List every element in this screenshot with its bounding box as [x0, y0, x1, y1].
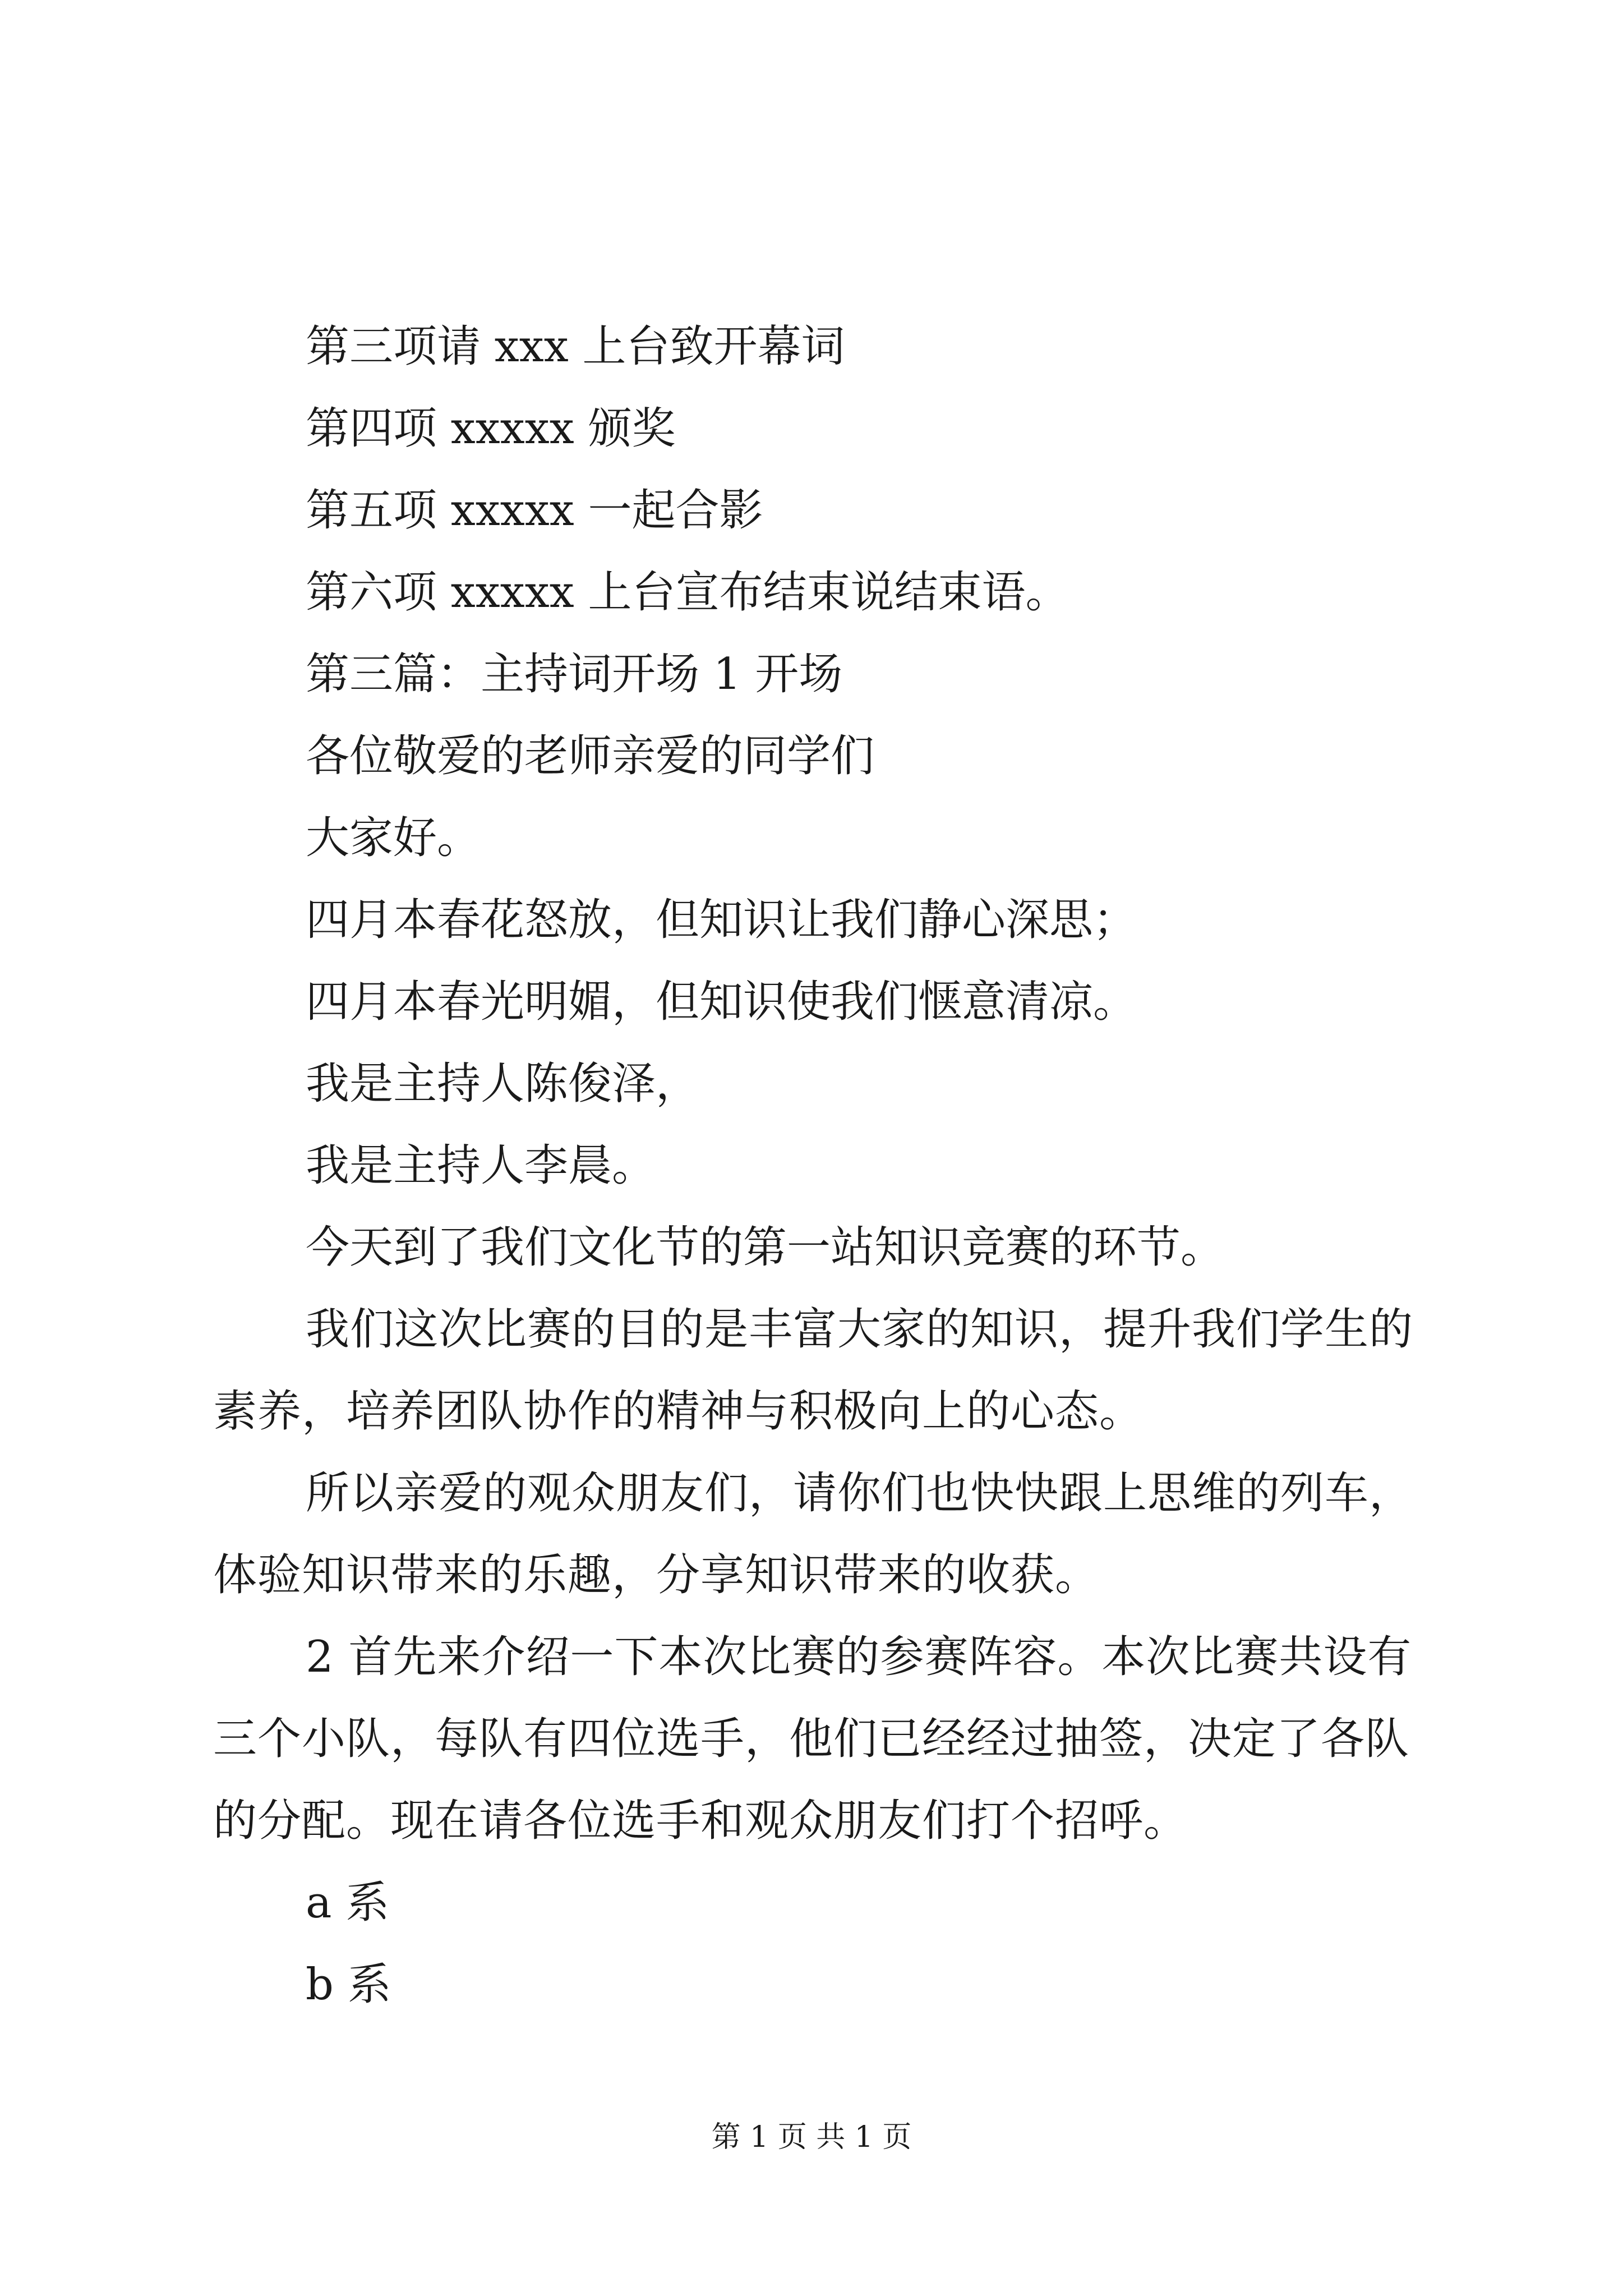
- body-line: 今天到了我们文化节的第一站知识竞赛的环节。: [306, 1222, 1225, 1273]
- agenda-item-6: 第六项 xxxxx 上台宣布结束说结束语。: [306, 567, 1069, 618]
- agenda-item-5: 第五项 xxxxx 一起合影: [306, 485, 763, 536]
- body-paragraph: 所以亲爱的观众朋友们，请你们也快快跟上思维的列车，体验知识带来的乐趣，分享知识带来的收获。: [213, 1468, 1414, 1600]
- document-body: [213, 306, 1436, 2026]
- team-label: a 系: [306, 1878, 390, 1928]
- verse-line: 四月本春花怒放，但知识让我们静心深思；: [306, 895, 1137, 945]
- verse-line: 四月本春光明媚，但知识使我们惬意清凉。: [306, 977, 1137, 1027]
- agenda-item-3: 第三项请 xxx 上台致开幕词: [306, 321, 845, 372]
- greeting-line: 各位敬爱的老师亲爱的同学们: [306, 731, 875, 781]
- page-footer: 第 1 页 共 1 页: [711, 2120, 912, 2154]
- body-paragraph: 2 首先来介绍一下本次比赛的参赛阵容。本次比赛共设有三个小队，每队有四位选手，他们已经经过抽签，决定了各队的分配。现在请各位选手和观众朋友们打个招呼。: [213, 1632, 1412, 1846]
- agenda-item-4: 第四项 xxxxx 颁奖: [306, 403, 676, 454]
- section-heading: 第三篇：主持词开场 1 开场: [306, 649, 843, 700]
- greeting-line: 大家好。: [306, 813, 481, 863]
- body-paragraph: 我们这次比赛的目的是丰富大家的知识，提升我们学生的素养，培养团队协作的精神与积极向上的心态。: [213, 1304, 1414, 1437]
- host-intro: 我是主持人陈俊泽，: [306, 1059, 700, 1109]
- team-label: b 系: [306, 1959, 391, 2010]
- host-intro: 我是主持人李晨。: [306, 1140, 656, 1191]
